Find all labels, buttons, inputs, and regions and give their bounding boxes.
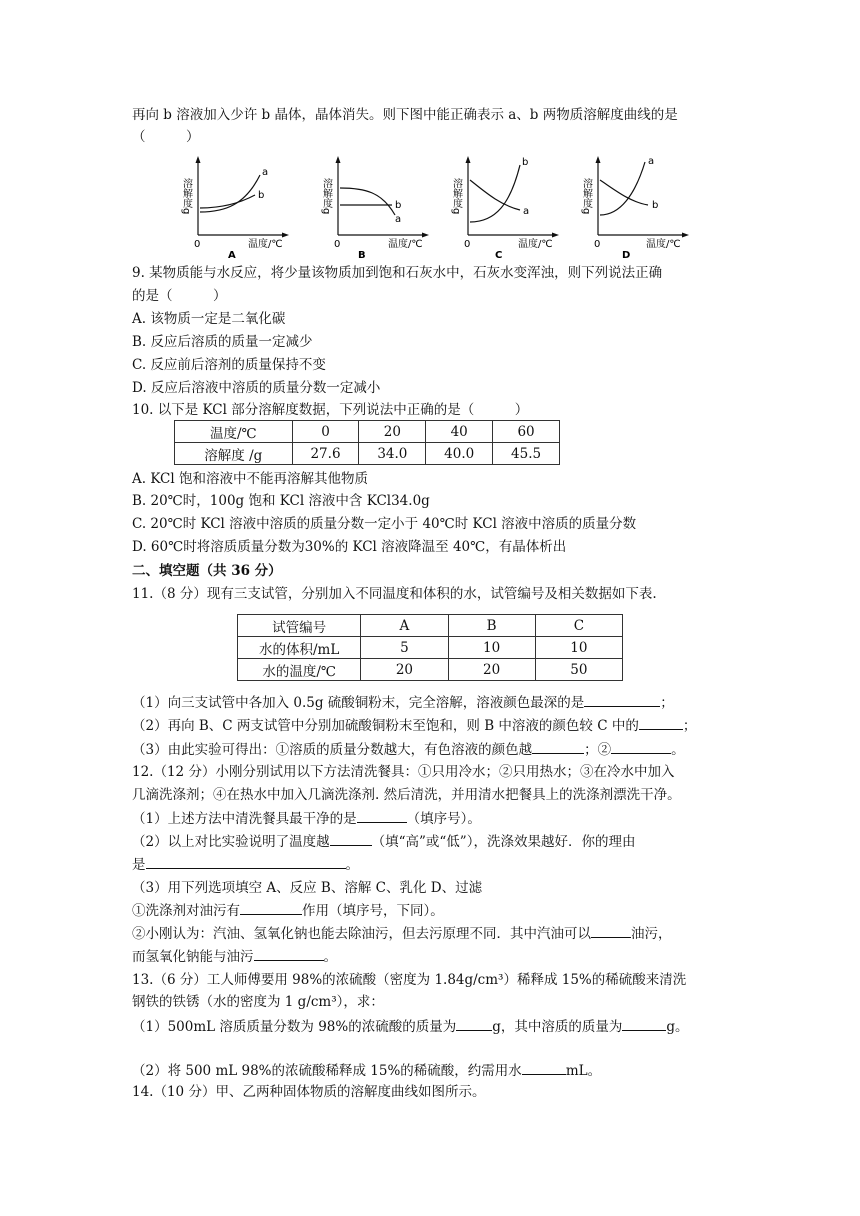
graph-a-letter: A bbox=[228, 250, 236, 260]
table-cell: 10 bbox=[535, 637, 622, 659]
graph-b-curve-label-a: a bbox=[395, 214, 402, 225]
q10-option-b: B. 20℃时，100g 饱和 KCl 溶液中含 KCl34.0g bbox=[132, 493, 430, 509]
q10-option-c: C. 20℃时 KCl 溶液中溶质的质量分数一定小于 40℃时 KCl 溶液中溶质的质量分数 bbox=[132, 516, 637, 532]
graph-c-letter: C bbox=[495, 250, 503, 260]
q12-part2 bbox=[132, 831, 635, 852]
q12-part1-text: （1）上述方法中清洗餐具最干净的是 bbox=[132, 811, 357, 827]
table-cell: 试管编号 bbox=[238, 615, 361, 637]
table-cell: 5 bbox=[361, 637, 448, 659]
q11-part1 bbox=[132, 692, 674, 713]
answer-blank[interactable] bbox=[522, 1060, 566, 1075]
q12-part3-3 bbox=[132, 946, 337, 967]
graph-a-curve-label-b: b bbox=[258, 190, 265, 201]
graph-a bbox=[180, 150, 290, 260]
answer-blank[interactable] bbox=[639, 715, 683, 730]
table-cell: C bbox=[535, 615, 622, 637]
graph-d-letter: D bbox=[622, 250, 631, 260]
table-cell: 0 bbox=[292, 421, 359, 443]
graph-b-xlabel: 温度/℃ bbox=[388, 239, 423, 250]
graph-b-letter: B bbox=[358, 250, 366, 260]
table-row bbox=[175, 421, 560, 443]
q13-part2-text: （2）将 500 mL 98%的浓硫酸稀释成 15%的稀硫酸，约需用水 bbox=[132, 1063, 522, 1079]
q13-line1: 13.（6 分）工人师傅要用 98%的浓硫酸（密度为 1.84g/cm³）稀释成 15%的稀硫酸来清洗 bbox=[132, 972, 687, 988]
q12-part1-end: （填序号）。 bbox=[406, 811, 481, 827]
q11-part2 bbox=[132, 715, 696, 736]
q11-part2-text: （2）再向 B、C 两支试管中分别加硫酸铜粉末至饱和，则 B 中溶液的颜色较 C 中的 bbox=[132, 718, 639, 734]
q11-stem: 11.（8 分）现有三支试管，分别加入不同温度和体积的水，试管编号及相关数据如下表. bbox=[132, 586, 657, 602]
answer-blank[interactable] bbox=[330, 831, 372, 846]
q8-line1: 再向 b 溶液加入少许 b 晶体，晶体消失。则下图中能正确表示 a、b 两物质溶解度曲线的是 bbox=[132, 107, 678, 123]
q13-part1-mid: g，其中溶质的质量为 bbox=[492, 1019, 623, 1035]
table-row bbox=[238, 615, 623, 637]
q12-part2-mid: （填“高”或“低”），洗涤效果越好．你的理由 bbox=[371, 834, 636, 850]
q10-table bbox=[174, 420, 560, 465]
q11-part3-mid: ；② bbox=[584, 742, 612, 758]
graph-a-xlabel: 温度/℃ bbox=[248, 239, 283, 250]
q11-table bbox=[237, 614, 623, 681]
graph-c-origin: 0 bbox=[464, 239, 471, 250]
graph-b-ylabel: 溶解度g bbox=[320, 178, 332, 215]
graph-d-ylabel: 溶解度g bbox=[580, 178, 592, 215]
graph-b-origin: 0 bbox=[334, 239, 341, 250]
table-cell: 60 bbox=[493, 421, 560, 443]
q12-part1 bbox=[132, 808, 481, 829]
q9-line2: 的是（ ） bbox=[132, 288, 227, 304]
table-cell: 10 bbox=[448, 637, 535, 659]
table-row bbox=[175, 443, 560, 465]
q11-part1-end: ； bbox=[660, 695, 674, 711]
q10-option-d: D. 60℃时将溶质质量分数为30%的 KCl 溶液降温至 40℃，有晶体析出 bbox=[132, 539, 567, 555]
q13-part1 bbox=[132, 1016, 689, 1037]
table-cell: 20 bbox=[359, 421, 426, 443]
q13-part2 bbox=[132, 1060, 601, 1081]
graph-c-curve-label-a: a bbox=[523, 206, 530, 217]
answer-blank[interactable] bbox=[146, 854, 346, 869]
table-cell: 27.6 bbox=[292, 443, 359, 465]
q13-part2-end: mL。 bbox=[565, 1063, 602, 1079]
q9-line1: 9. 某物质能与水反应，将少量该物质加到饱和石灰水中，石灰水变浑浊，则下列说法正确 bbox=[132, 265, 663, 281]
table-cell: A bbox=[361, 615, 448, 637]
q11-part3-end: 。 bbox=[671, 742, 685, 758]
q8-graph-options bbox=[180, 150, 700, 260]
q12-part3-2-end: 油污， bbox=[631, 926, 672, 942]
q12-part2-text: （2）以上对比实验说明了温度越 bbox=[132, 834, 330, 850]
q12-part3-3-end: 。 bbox=[323, 949, 337, 965]
graph-c-ylabel: 溶解度g bbox=[450, 178, 462, 215]
q12-part2-end: 。 bbox=[345, 857, 359, 873]
q12-part3-1 bbox=[132, 900, 444, 921]
answer-blank[interactable] bbox=[622, 1016, 666, 1031]
graph-d-origin: 0 bbox=[594, 239, 601, 250]
q12-line2: 几滴洗涤剂；④在热水中加入几滴洗涤剂. 然后清洗，并用清水把餐具上的洗涤剂漂洗干净。 bbox=[132, 787, 681, 803]
answer-blank[interactable] bbox=[357, 808, 407, 823]
answer-blank[interactable] bbox=[591, 923, 631, 938]
graph-b bbox=[320, 150, 430, 260]
answer-blank[interactable] bbox=[611, 739, 671, 754]
q12-part3-2-text: ②小刚认为：汽油、氢氧化钠也能去除油污，但去污原理不同．其中汽油可以 bbox=[132, 926, 591, 942]
graph-d-curve-label-a: a bbox=[648, 156, 655, 167]
graph-c-curve-label-b: b bbox=[522, 157, 529, 168]
table-cell: 溶解度 /g bbox=[175, 443, 293, 465]
answer-blank[interactable] bbox=[456, 1016, 492, 1031]
q13-part1-text: （1）500mL 溶质质量分数为 98%的浓硫酸的质量为 bbox=[132, 1019, 457, 1035]
table-cell: 34.0 bbox=[359, 443, 426, 465]
section-heading: 二、填空题（共 36 分） bbox=[132, 563, 282, 579]
table-row bbox=[238, 637, 623, 659]
q11-part2-end: ； bbox=[682, 718, 697, 734]
q12-line1: 12.（12 分）小刚分别试用以下方法清洗餐具：①只用冷水；②只用热水；③在冷水中加入 bbox=[132, 764, 675, 780]
q8-line2: （ ） bbox=[132, 129, 200, 145]
q11-part1-text: （1）向三支试管中各加入 0.5g 硫酸铜粉末，完全溶解，溶液颜色最深的是 bbox=[132, 695, 585, 711]
answer-blank[interactable] bbox=[584, 692, 660, 707]
graph-a-curve-label-a: a bbox=[262, 167, 269, 178]
graph-d-xlabel: 温度/℃ bbox=[646, 239, 681, 250]
q12-part3-2 bbox=[132, 923, 672, 944]
q10-option-a: A. KCl 饱和溶液中不能再溶解其他物质 bbox=[132, 471, 368, 487]
q9-option-a: A. 该物质一定是二氧化碳 bbox=[132, 311, 286, 327]
q14-stem: 14.（10 分）甲、乙两种固体物质的溶解度曲线如图所示。 bbox=[132, 1084, 486, 1100]
graph-b-curve-label-b: b bbox=[395, 200, 402, 211]
q12-part3: （3）用下列选项填空 A、反应 B、溶解 C、乳化 D、过滤 bbox=[132, 880, 483, 896]
q12-part2-cont-text: 是 bbox=[132, 857, 146, 873]
table-cell: 20 bbox=[361, 659, 448, 681]
q12-part3-1-text: ①洗涤剂对油污有 bbox=[132, 903, 240, 919]
graph-d bbox=[580, 150, 690, 260]
q11-part3 bbox=[132, 739, 685, 760]
table-cell: B bbox=[448, 615, 535, 637]
table-cell: 50 bbox=[535, 659, 622, 681]
graph-c bbox=[450, 150, 560, 260]
q12-part3-3-text: 而氢氧化钠能与油污 bbox=[132, 949, 254, 965]
q9-option-c: C. 反应前后溶剂的质量保持不变 bbox=[132, 357, 326, 373]
table-cell: 20 bbox=[448, 659, 535, 681]
q13-line2: 钢铁的铁锈（水的密度为 1 g/cm³），求： bbox=[132, 994, 384, 1010]
graph-c-xlabel: 温度/℃ bbox=[518, 239, 553, 250]
answer-blank[interactable] bbox=[240, 900, 302, 915]
table-cell: 40 bbox=[426, 421, 493, 443]
table-cell: 45.5 bbox=[493, 443, 560, 465]
q11-part3-text: （3）由此实验可得出：①溶质的质量分数越大，有色溶液的颜色越 bbox=[132, 742, 533, 758]
table-row bbox=[238, 659, 623, 681]
table-cell: 水的体积/mL bbox=[238, 637, 361, 659]
table-cell: 水的温度/℃ bbox=[238, 659, 361, 681]
graph-a-origin: 0 bbox=[194, 239, 201, 250]
q12-part2-cont bbox=[132, 854, 359, 875]
table-cell: 温度/℃ bbox=[175, 421, 293, 443]
answer-blank[interactable] bbox=[254, 946, 324, 961]
q12-part3-1-end: 作用（填序号，下同）。 bbox=[302, 903, 444, 919]
q9-option-d: D. 反应后溶液中溶质的质量分数一定减小 bbox=[132, 380, 381, 396]
answer-blank[interactable] bbox=[532, 739, 584, 754]
q10-stem: 10. 以下是 KCl 部分溶解度数据，下列说法中正确的是（ ） bbox=[132, 402, 529, 418]
graph-d-curve-label-b: b bbox=[652, 200, 659, 211]
q9-option-b: B. 反应后溶质的质量一定减少 bbox=[132, 334, 313, 350]
graph-a-ylabel: 溶解度g bbox=[180, 178, 192, 215]
q13-part1-end: g。 bbox=[666, 1019, 689, 1035]
table-cell: 40.0 bbox=[426, 443, 493, 465]
